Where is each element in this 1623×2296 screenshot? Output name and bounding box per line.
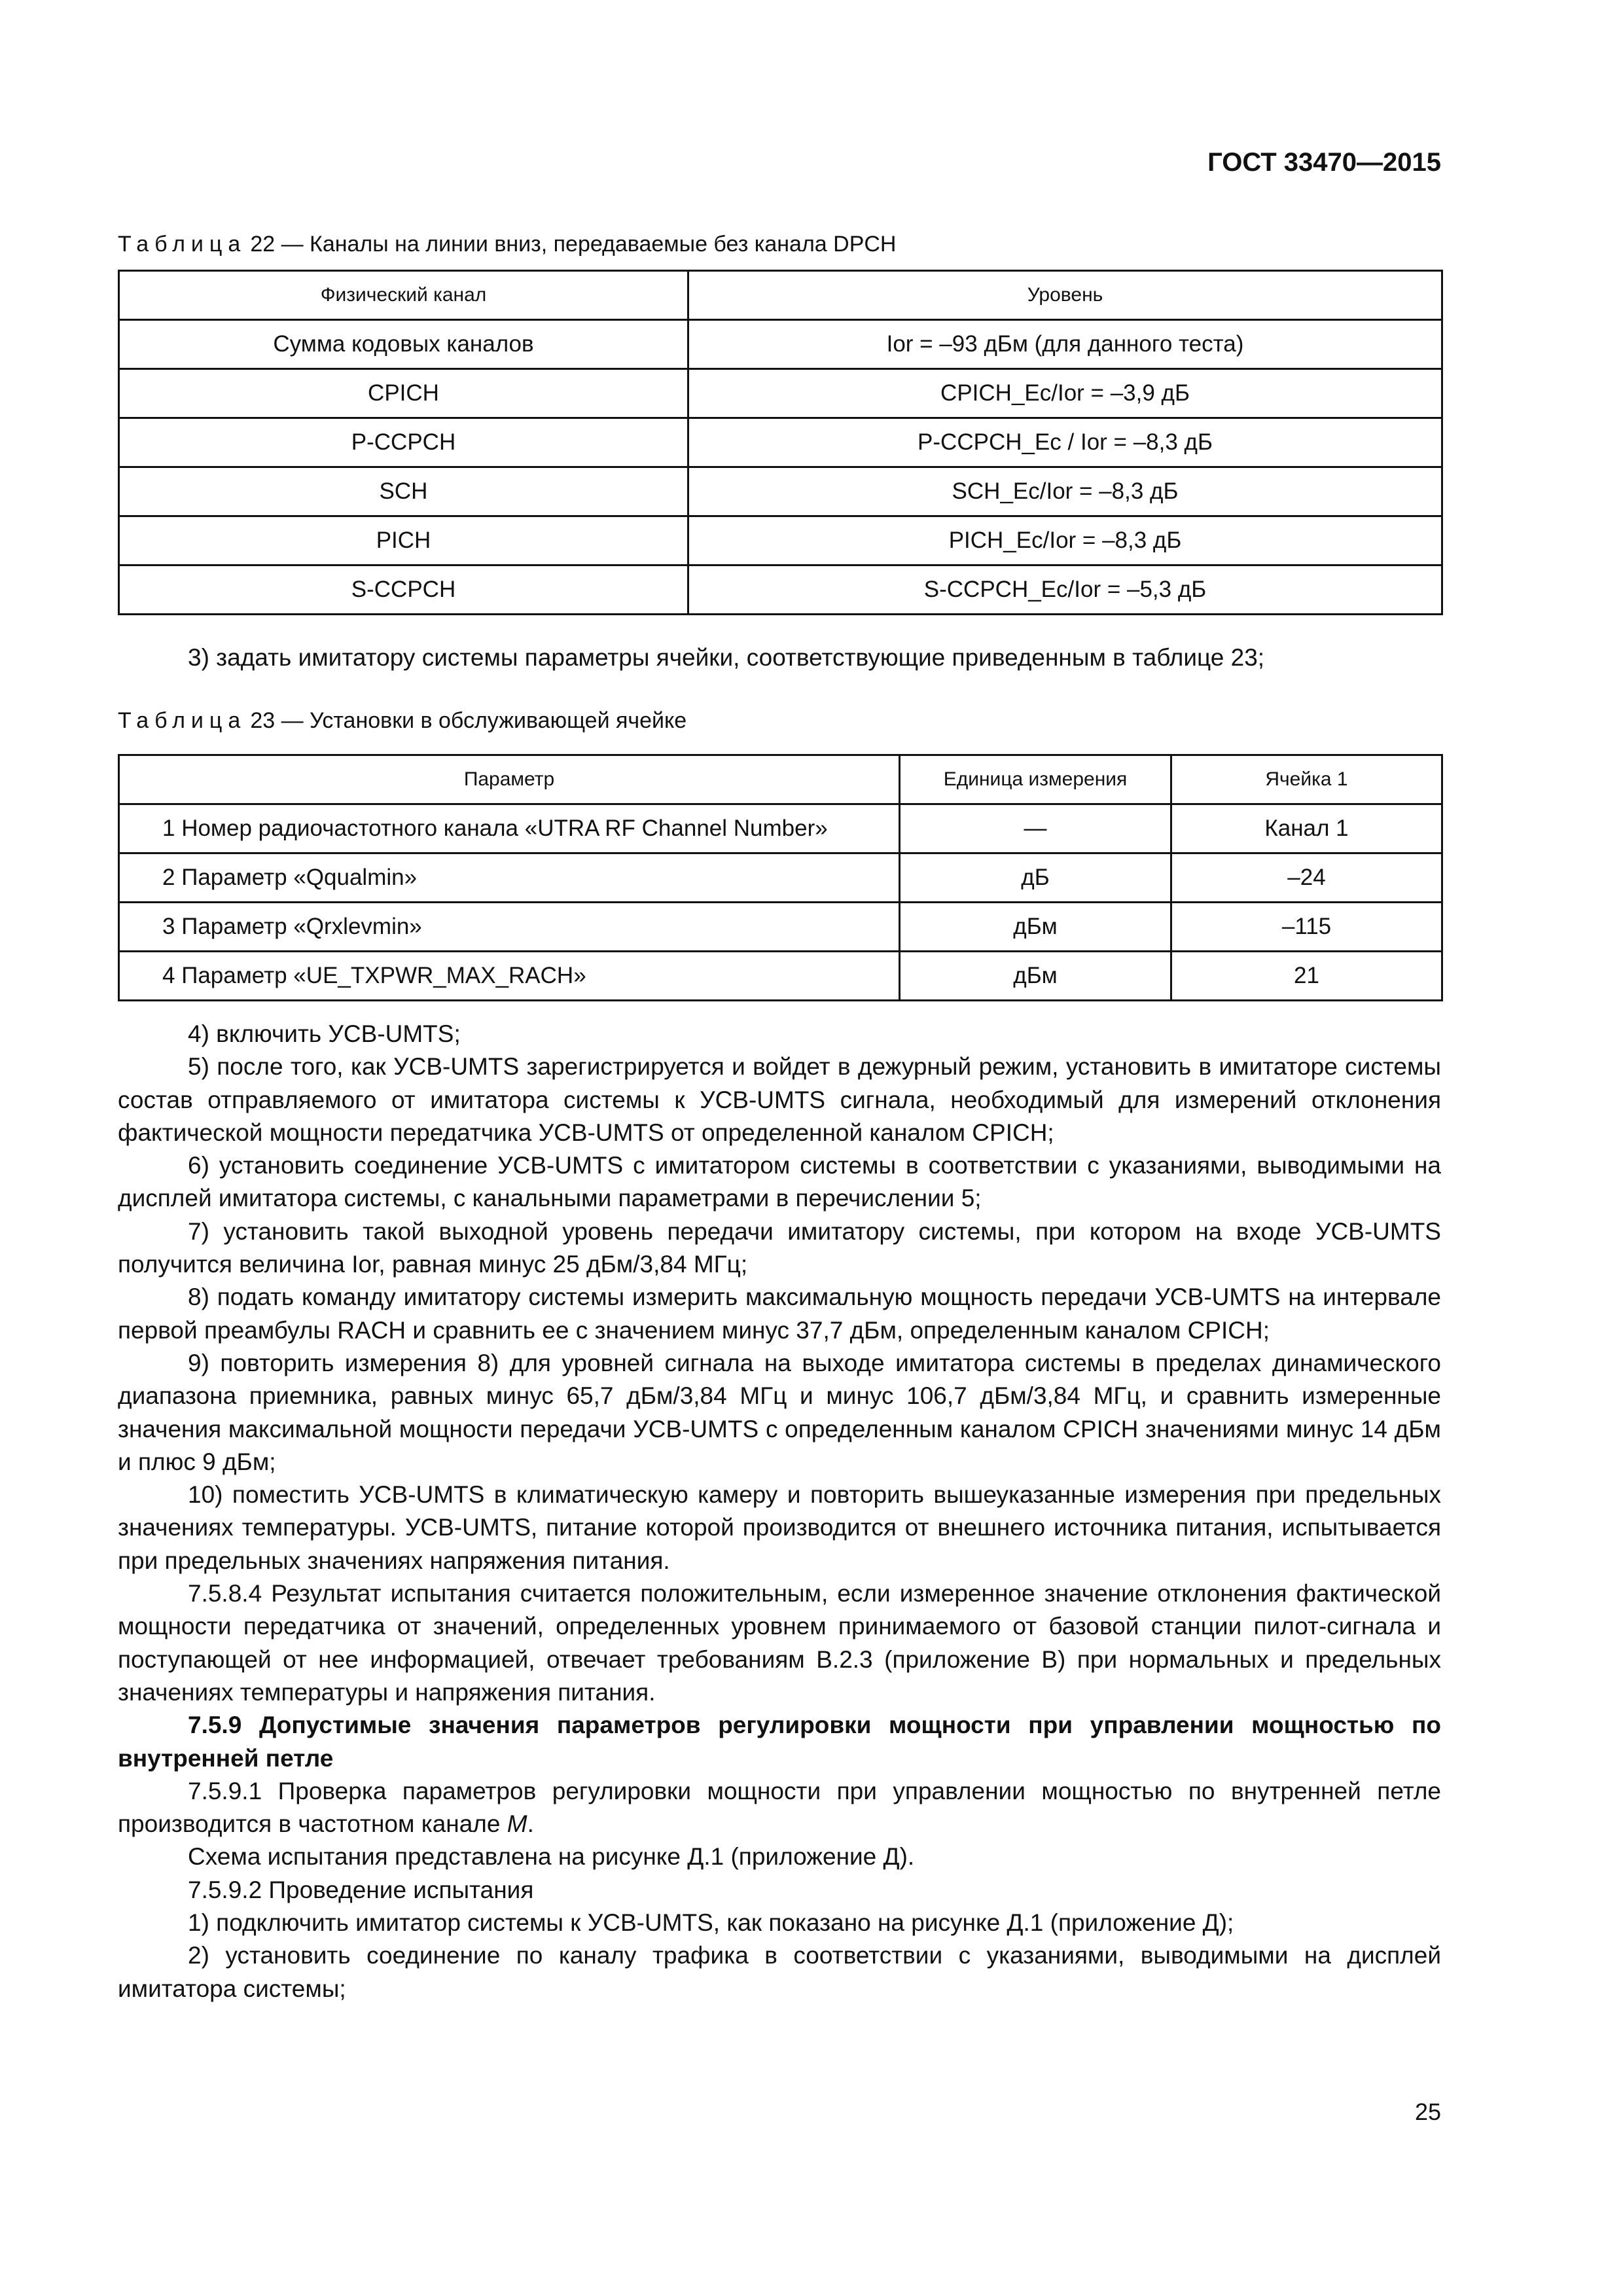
- body-text: [118, 1018, 1441, 2005]
- table-23: [118, 754, 1443, 1001]
- table-23-column-header: Параметр: [119, 755, 900, 804]
- table-cell: дБм: [900, 952, 1171, 1001]
- table-cell: –115: [1171, 903, 1442, 952]
- table-22-column-header: Уровень: [688, 271, 1442, 320]
- table-22-column-header: Физический канал: [119, 271, 688, 320]
- table-23-column-header: Единица измерения: [900, 755, 1171, 804]
- section-7-5-9-heading: 7.5.9 Допустимые значения параметров регулировки мощности при управлении мощностью по внутренней петле: [118, 1712, 1441, 1772]
- table-cell: –24: [1171, 853, 1442, 903]
- table-cell: PICH_Ec/Ior = –8,3 дБ: [688, 516, 1442, 565]
- step-9-paragraph: 9) повторить измерения 8) для уровней сигнала на выходе имитатора системы в пределах динамического диапазона приемника, равных минус 65,7 дБм/3,84 МГц и минус 106,7 дБм/3,84 МГц, и сравнить измеренные значения максимальной мощности передачи УСВ-UMTS с определенным каналом CPICH значениями минус 14 дБм и плюс 9 дБм;: [118, 1349, 1441, 1475]
- clause-7-5-9-1-paragraph: [118, 1775, 1441, 1841]
- table-row: [119, 467, 1442, 516]
- table-22: [118, 270, 1443, 615]
- clause-7-5-9-1-text: 7.5.9.1 Проверка параметров регулировки мощности при управлении мощностью по внутренней петле производится в частотном канале: [118, 1777, 1441, 1838]
- table-cell: 21: [1171, 952, 1442, 1001]
- table-row: [119, 804, 1442, 853]
- step-4-paragraph: 4) включить УСВ-UMTS;: [188, 1020, 461, 1047]
- table-row: [119, 418, 1442, 467]
- procedure-step-2-paragraph: 2) установить соединение по каналу трафика в соответствии с указаниями, выводимыми на дисплей имитатора системы;: [118, 1942, 1441, 2002]
- clause-7-5-9-1-end: .: [527, 1810, 534, 1838]
- step-8-paragraph: 8) подать команду имитатору системы измерить максимальную мощность передачи УСВ-UMTS на интервале первой преамбулы RACH и сравнить ее с значением минус 37,7 дБм, определенным каналом CPICH;: [118, 1283, 1441, 1344]
- page-number: 25: [1414, 2098, 1441, 2125]
- step-6-paragraph: 6) установить соединение УСВ-UMTS с имитатором системы в соответствии с указаниями, выводимыми на дисплей имитатора системы, с канальными параметрами в перечислении 5;: [118, 1152, 1441, 1212]
- step-10-paragraph: 10) поместить УСВ-UMTS в климатическую камеру и повторить вышеуказанные измерения при предельных значениях температуры. УСВ-UMTS, питание которой производится от внешнего источника питания, испытывается при предельных значениях напряжения питания.: [118, 1481, 1441, 1574]
- table-cell: P-CCPCH_Ec / Ior = –8,3 дБ: [688, 418, 1442, 467]
- table-cell: дБм: [900, 903, 1171, 952]
- table-cell: SCH_Ec/Ior = –8,3 дБ: [688, 467, 1442, 516]
- table-cell: S-CCPCH: [119, 565, 688, 615]
- table-23-caption: [118, 707, 687, 734]
- procedure-step-1-paragraph: 1) подключить имитатор системы к УСВ-UMTS, как показано на рисунке Д.1 (приложение Д);: [188, 1909, 1234, 1937]
- table-row: [119, 952, 1442, 1001]
- table-cell: S-CCPCH_Ec/Ior = –5,3 дБ: [688, 565, 1442, 615]
- table-cell: CPICH: [119, 369, 688, 418]
- table-row: [119, 516, 1442, 565]
- step-7-paragraph: 7) установить такой выходной уровень передачи имитатору системы, при котором на входе УСВ-UMTS получится величина Ior, равная минус 25 дБм/3,84 МГц;: [118, 1217, 1441, 1278]
- table-cell: 3 Параметр «Qrxlevmin»: [119, 903, 900, 952]
- table-cell: 2 Параметр «Qqualmin»: [119, 853, 900, 903]
- table-cell: 4 Параметр «UE_TXPWR_MAX_RACH»: [119, 952, 900, 1001]
- table-22-caption-text: 22 — Каналы на линии вниз, передаваемые без канала DPCH: [250, 232, 897, 257]
- table-23-caption-word: Таблица: [118, 708, 247, 733]
- table-cell: Ior = –93 дБм (для данного теста): [688, 320, 1442, 369]
- table-row: [119, 369, 1442, 418]
- scheme-reference-paragraph: Схема испытания представлена на рисунке Д.1 (приложение Д).: [188, 1843, 915, 1871]
- step-5-paragraph: 5) после того, как УСВ-UMTS зарегистрируется и войдет в дежурный режим, установить в имитаторе системы состав отправляемого от имитатора системы к УСВ-UMTS сигнала, необходимый для измерений отклонения фактической мощности передатчика УСВ-UMTS от определенной каналом CPICH;: [118, 1053, 1441, 1146]
- channel-variable: M: [507, 1810, 527, 1838]
- table-row: [119, 320, 1442, 369]
- table-22-header-row: [119, 271, 1442, 320]
- table-23-caption-text: 23 — Установки в обслуживающей ячейке: [250, 708, 687, 733]
- table-cell: дБ: [900, 853, 1171, 903]
- step-3-paragraph: 3) задать имитатору системы параметры ячейки, соответствующие приведенным в таблице 23;: [188, 644, 1265, 671]
- table-cell: 1 Номер радиочастотного канала «UTRA RF Channel Number»: [119, 804, 900, 853]
- table-cell: Сумма кодовых каналов: [119, 320, 688, 369]
- table-cell: CPICH_Ec/Ior = –3,9 дБ: [688, 369, 1442, 418]
- table-22-caption: [118, 230, 896, 258]
- table-cell: SCH: [119, 467, 688, 516]
- table-23-column-header: Ячейка 1: [1171, 755, 1442, 804]
- table-row: [119, 565, 1442, 615]
- table-cell: PICH: [119, 516, 688, 565]
- document-id-header: ГОСТ 33470—2015: [1207, 148, 1441, 177]
- table-22-caption-word: Таблица: [118, 232, 247, 257]
- table-23-header-row: [119, 755, 1442, 804]
- clause-7-5-8-4-paragraph: 7.5.8.4 Результат испытания считается положительным, если измеренное значение отклонения фактической мощности передатчика от значений, определенных уровнем принимаемого от базовой станции пилот-сигнала и поступающей от нее информацией, отвечает требованиям В.2.3 (приложение В) при нормальных и предельных значениях температуры и напряжения питания.: [118, 1580, 1441, 1706]
- table-cell: P-CCPCH: [119, 418, 688, 467]
- table-row: [119, 903, 1442, 952]
- table-cell: Канал 1: [1171, 804, 1442, 853]
- table-row: [119, 853, 1442, 903]
- table-cell: —: [900, 804, 1171, 853]
- clause-7-5-9-2-heading: 7.5.9.2 Проведение испытания: [188, 1876, 534, 1903]
